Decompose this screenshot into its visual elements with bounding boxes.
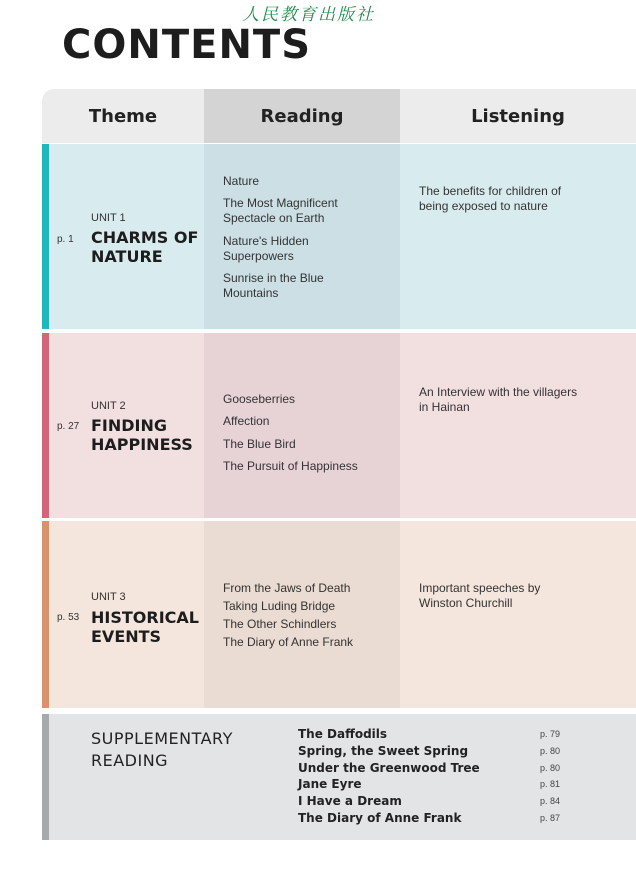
supplementary-item[interactable] — [298, 811, 578, 828]
unit-name: FINDING HAPPINESS — [91, 416, 193, 454]
supplementary-item-title: I Have a Dream — [298, 794, 402, 809]
listening-item[interactable]: Important speeches by Winston Churchill — [419, 581, 541, 610]
unit-color-bar — [42, 521, 49, 708]
reading-item[interactable]: The Most Magnificent Spectacle on Earth — [223, 196, 338, 225]
supplementary-item[interactable] — [298, 777, 578, 794]
unit-name: HISTORICAL EVENTS — [91, 608, 199, 646]
unit-row-3[interactable] — [42, 521, 636, 708]
supplementary-item-title: The Diary of Anne Frank — [298, 810, 462, 825]
supplementary-item-page: p. 81 — [540, 779, 561, 790]
supplementary-title: SUPPLEMENTARY READING — [91, 729, 233, 770]
page-title: CONTENTS — [62, 22, 312, 68]
unit-number: UNIT 2 — [91, 400, 126, 412]
listening-item[interactable]: The benefits for children of being exposed to nature — [419, 184, 562, 213]
unit-number: UNIT 1 — [91, 212, 126, 224]
supplementary-item-page: p. 87 — [540, 812, 561, 823]
supplementary-item[interactable] — [298, 794, 578, 811]
theme-cell — [49, 144, 204, 329]
listening-item[interactable]: An Interview with the villagers in Hainan — [419, 385, 578, 414]
reading-cell — [204, 144, 400, 329]
reading-cell — [204, 521, 400, 708]
supplementary-item-page: p. 84 — [540, 796, 561, 807]
theme-cell — [49, 521, 204, 708]
reading-item[interactable]: The Diary of Anne Frank — [223, 635, 354, 649]
reading-item[interactable]: Affection — [223, 414, 270, 428]
column-header-reading: Reading — [204, 89, 400, 143]
supplementary-item[interactable] — [298, 761, 578, 778]
supplementary-item-page: p. 80 — [540, 745, 561, 756]
reading-item[interactable]: From the Jaws of Death — [223, 581, 351, 595]
reading-item[interactable]: Nature's Hidden Superpowers — [223, 234, 309, 263]
unit-name: CHARMS OF NATURE — [91, 228, 199, 266]
supplementary-reading-section — [42, 714, 636, 840]
listening-cell — [400, 144, 636, 329]
unit-page-ref: p. 1 — [57, 234, 74, 245]
supplementary-item-page: p. 80 — [540, 762, 561, 773]
reading-item[interactable]: Gooseberries — [223, 392, 296, 406]
unit-page-ref: p. 53 — [57, 612, 80, 623]
reading-cell — [204, 333, 400, 518]
theme-cell — [49, 333, 204, 518]
supplementary-item[interactable] — [298, 744, 578, 761]
unit-row-2[interactable] — [42, 333, 636, 518]
supplementary-item-page: p. 79 — [540, 729, 561, 739]
reading-item[interactable]: Nature — [223, 174, 260, 188]
unit-row-1[interactable] — [42, 144, 636, 329]
unit-color-bar — [42, 333, 49, 518]
reading-item[interactable]: Taking Luding Bridge — [223, 599, 336, 613]
reading-item[interactable]: The Pursuit of Happiness — [223, 459, 358, 473]
supplementary-item-title: The Daffodils — [298, 727, 388, 741]
reading-item[interactable]: Sunrise in the Blue Mountains — [223, 271, 324, 300]
unit-number: UNIT 3 — [91, 591, 126, 603]
reading-item[interactable]: The Other Schindlers — [223, 617, 337, 631]
listening-cell — [400, 333, 636, 518]
supplementary-list — [298, 727, 578, 828]
section-color-bar — [42, 714, 49, 840]
listening-cell — [400, 521, 636, 708]
unit-color-bar — [42, 144, 49, 329]
column-header-listening: Listening — [400, 89, 636, 143]
reading-item[interactable]: The Blue Bird — [223, 437, 296, 451]
unit-page-ref: p. 27 — [57, 421, 80, 432]
supplementary-item-title: Jane Eyre — [298, 777, 362, 792]
supplementary-item-title: Under the Greenwood Tree — [298, 760, 480, 775]
supplementary-item[interactable] — [298, 727, 578, 744]
supplementary-item-title: Spring, the Sweet Spring — [298, 743, 469, 758]
publisher-logo: 人民教育出版社 — [242, 5, 375, 25]
column-header-theme: Theme — [42, 89, 204, 143]
